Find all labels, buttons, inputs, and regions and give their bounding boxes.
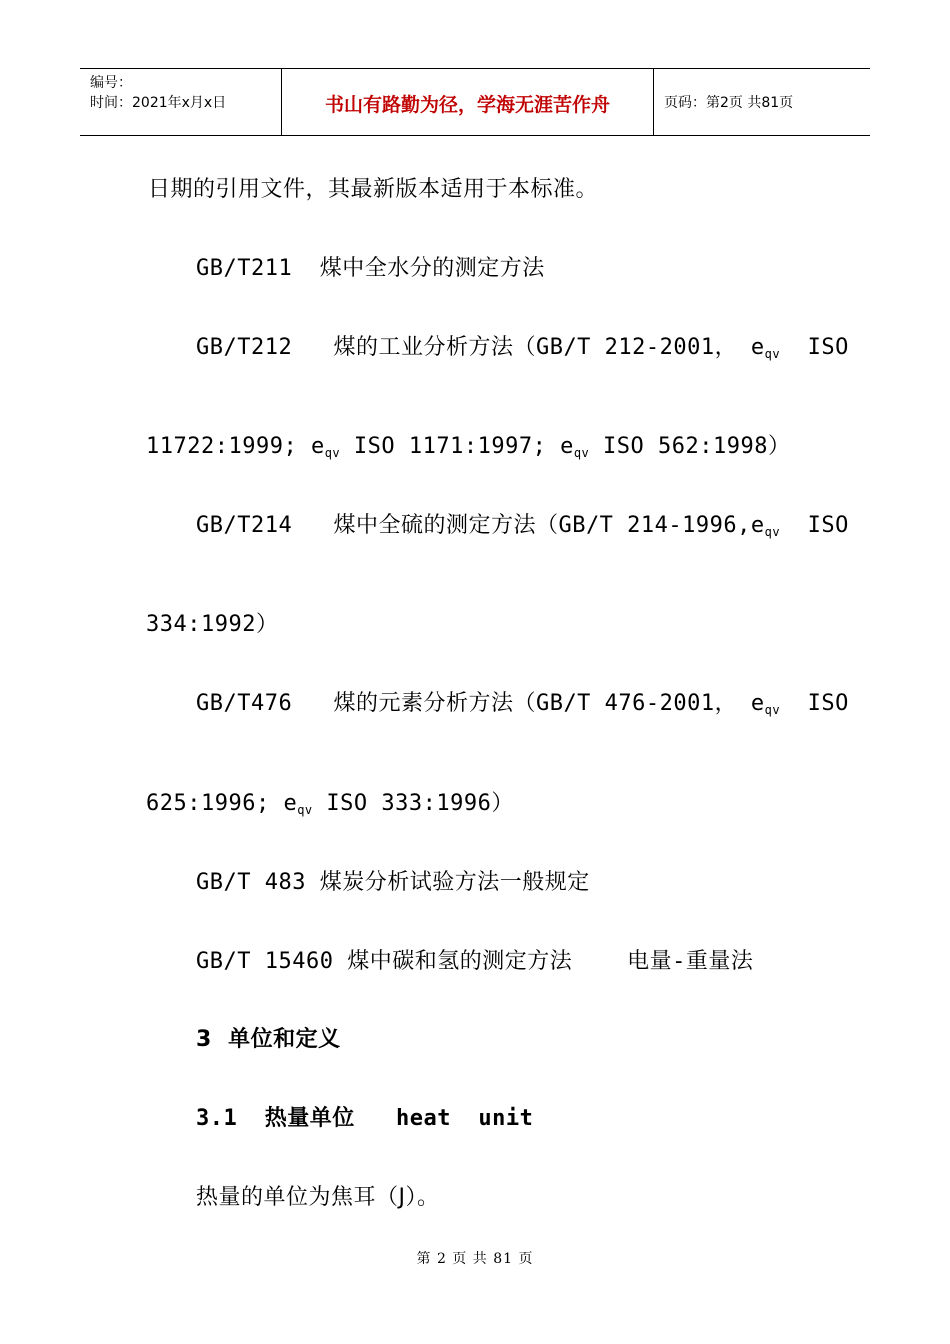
header-page-number: 页码：第2页 共81页 (664, 95, 794, 111)
header-motto: 书山有路勤为径，学海无涯苦作舟 (282, 69, 654, 135)
ref-gbt476-line1: GB/T476 煤的元素分析方法（GB/T 476-2001， $e_{qv}$ ISO (196, 691, 849, 717)
ref-gbt212-line2: 11722:1999; $e_{qv}$ ISO 1171:1997; $e_{qv}$ ISO 562:1998） (146, 434, 791, 460)
ref-gbt15460: GB/T 15460 煤中碳和氢的测定方法 电量-重量法 (196, 949, 754, 974)
text-line-date-reference: 日期的引用文件，其最新版本适用于本标准。 (148, 177, 599, 202)
heat-unit-definition: 热量的单位为焦耳（J）。 (196, 1185, 440, 1210)
ref-gbt212-line1: GB/T212 煤的工业分析方法（GB/T 212-2001， $e_{qv}$ ISO (196, 335, 849, 361)
header-meta (80, 69, 282, 135)
section-heading-3-1: 3.1 热量单位 heat unit (196, 1106, 534, 1131)
ref-gbt211: GB/T211 煤中全水分的测定方法 (196, 256, 545, 281)
ref-gbt483: GB/T 483 煤炭分析试验方法一般规定 (196, 870, 590, 895)
page-header (80, 68, 870, 136)
ref-gbt214-line1: GB/T214 煤中全硫的测定方法（GB/T $214-1996,e_{qv}$ ISO (196, 513, 849, 539)
page-footer: 第 2 页 共 81 页 (416, 1251, 534, 1267)
section-heading-3: 3 单位和定义 (196, 1027, 341, 1052)
date-label: 时间：2021年x月x日 (90, 95, 227, 111)
number-label: 编号： (90, 75, 132, 91)
ref-gbt476-line2: 625:1996; $e_{qv}$ ISO 333:1996） (146, 791, 514, 817)
ref-gbt214-line2: 334:1992） (146, 612, 279, 637)
